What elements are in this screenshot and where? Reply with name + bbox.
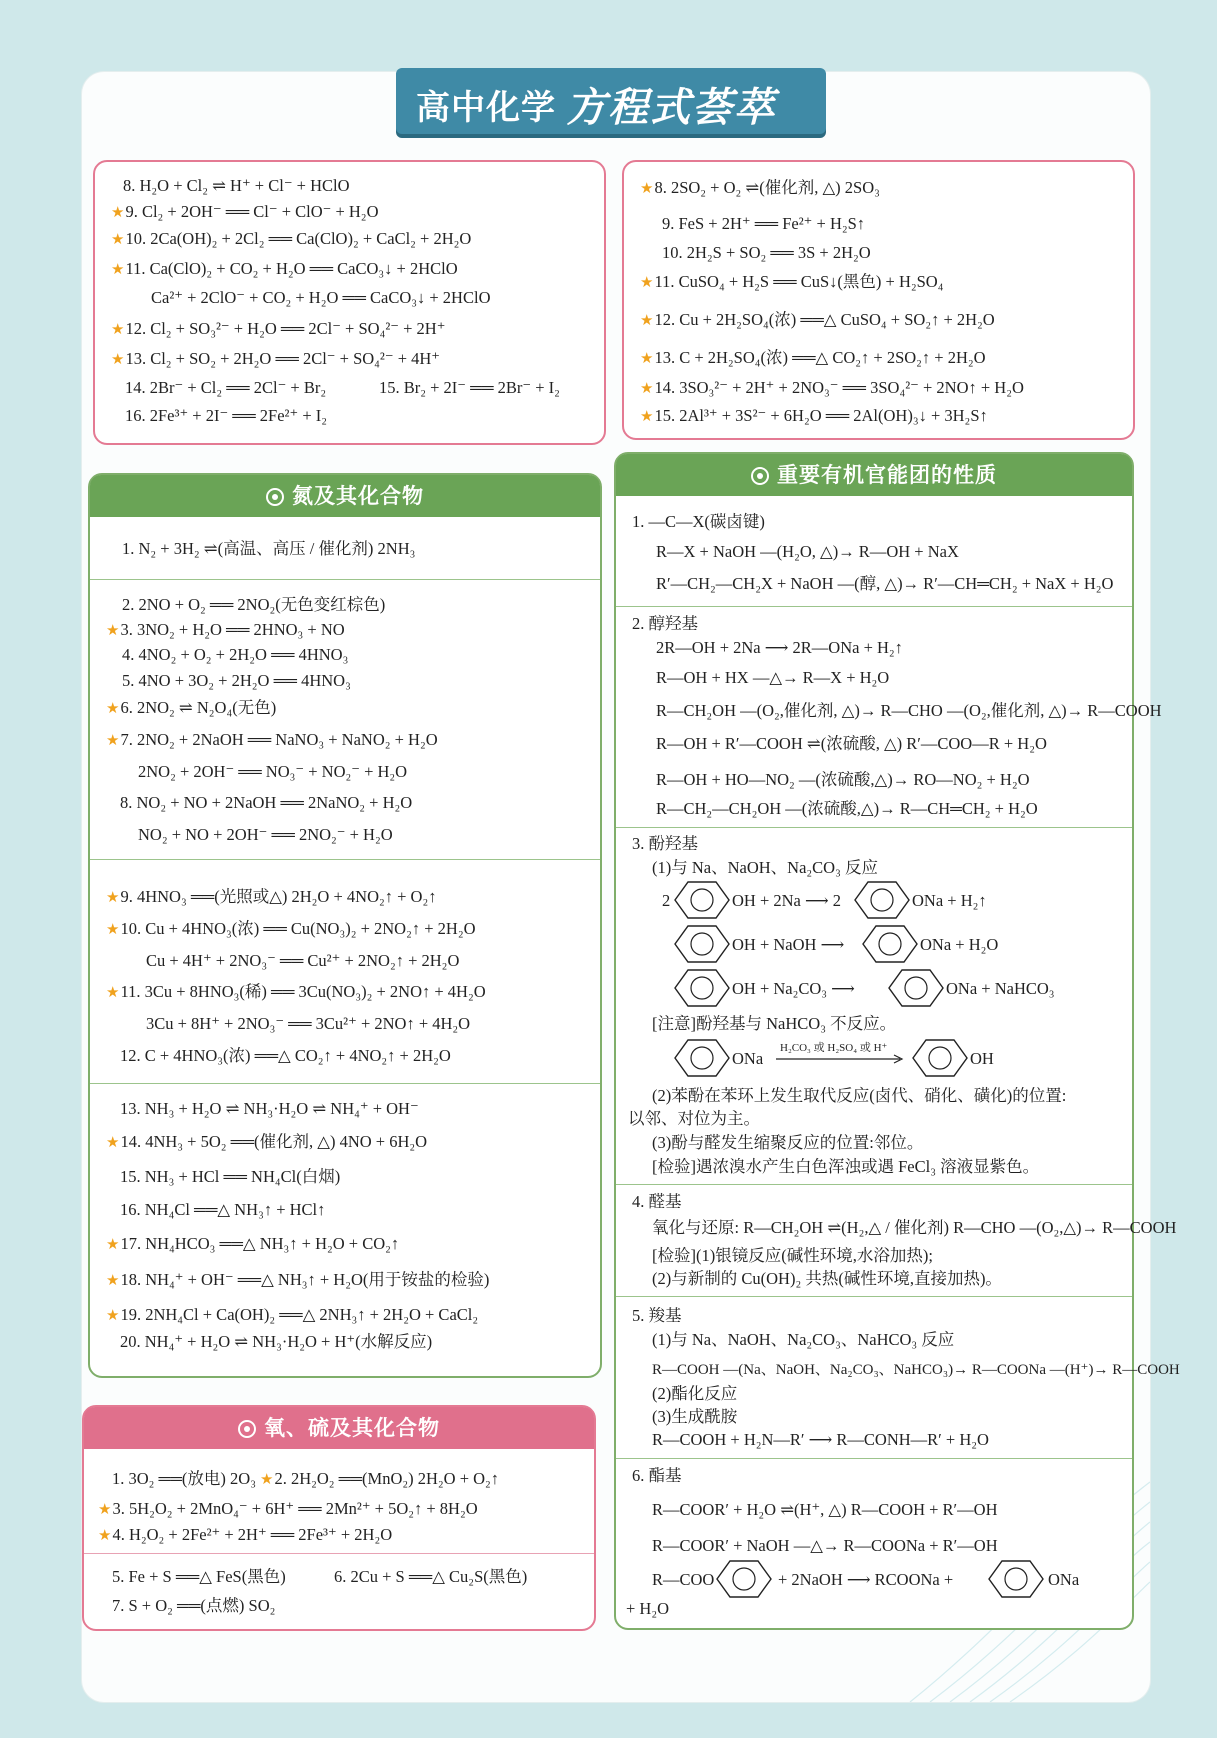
equation-11: ★11. 3Cu + 8HNO₃(稀) ══ 3Cu(NO₃)₂ + 2NO↑ + 4H₂O xyxy=(106,982,486,1001)
oxygen-sulfur-box xyxy=(82,1405,596,1631)
s3-eq-c-right: ONa + NaHCO₃ xyxy=(946,979,1055,998)
star-icon: ★ xyxy=(106,1308,120,1324)
equation-8: 8. NO₂ + NO + 2NaOH ══ 2NaNO₂ + H₂O xyxy=(120,793,413,812)
s5-title: 5. 羧基 xyxy=(632,1306,682,1325)
star-icon: ★ xyxy=(260,1472,274,1488)
s1-eq-a: R—X + NaOH —(H₂O, △)→ R—OH + NaX xyxy=(656,542,959,561)
equation-2: ★2. 2H₂O₂ ══(MnO₂) 2H₂O + O₂↑ xyxy=(260,1469,500,1488)
equation-12: ★12. Cu + 2H₂SO₄(浓) ══△ CuSO₄ + SO₂↑ + 2H₂O xyxy=(640,310,995,329)
s3-eq-d-left: ONa xyxy=(732,1049,764,1068)
equation-10: ★10. 2Ca(OH)₂ + 2Cl₂ ══ Ca(ClO)₂ + CaCl₂ + 2H₂O xyxy=(111,229,472,248)
bullet-icon xyxy=(751,467,769,485)
s6-eq-c-right: ONa xyxy=(1048,1570,1080,1589)
s3-eq-a-right: ONa + H₂↑ xyxy=(912,891,987,910)
s3-item-1: (1)与 Na、NaOH、Na₂CO₃ 反应 xyxy=(652,858,878,877)
star-icon: ★ xyxy=(106,890,120,906)
s3-title: 3. 酚羟基 xyxy=(632,834,698,853)
star-icon: ★ xyxy=(111,262,125,278)
bullet-icon xyxy=(266,488,284,506)
equation-16: 16. 2Fe³⁺ + 2I⁻ ══ 2Fe²⁺ + I₂ xyxy=(125,406,328,425)
equation-7-ionic: 2NO₂ + 2OH⁻ ══ NO₃⁻ + NO₂⁻ + H₂O xyxy=(138,762,408,781)
organic-box xyxy=(614,452,1180,1630)
equation-11: ★11. Ca(ClO)₂ + CO₂ + H₂O ══ CaCO₃↓ + 2HClO xyxy=(111,259,458,278)
equation-14: ★14. 4NH₃ + 5O₂ ══(催化剂, △) 4NO + 6H₂O xyxy=(106,1132,428,1151)
star-icon: ★ xyxy=(106,701,120,717)
s2-eq-f: R—CH₂—CH₂OH —(浓硫酸,△)→ R—CH═CH₂ + H₂O xyxy=(656,799,1038,818)
equation-9: ★9. Cl₂ + 2OH⁻ ══ Cl⁻ + ClO⁻ + H₂O xyxy=(111,202,379,221)
equation-16: 16. NH₄Cl ══△ NH₃↑ + HCl↑ xyxy=(120,1200,326,1219)
equation-5: 5. Fe + S ══△ FeS(黑色) xyxy=(112,1567,286,1586)
benzene-ring-icon xyxy=(674,924,730,964)
s3-eq-d-condition: H₂CO₃ 或 H₂SO₄ 或 H⁺ xyxy=(780,1042,888,1054)
equation-14: 14. 2Br⁻ + Cl₂ ══ 2Cl⁻ + Br₂ xyxy=(125,378,327,397)
s5-item-2: (2)酯化反应 xyxy=(652,1384,738,1403)
equation-12: ★12. Cl₂ + SO₃²⁻ + H₂O ══ 2Cl⁻ + SO₄²⁻ + 2H⁺ xyxy=(111,319,446,338)
section-header: 氮及其化合物 xyxy=(90,475,600,517)
s2-eq-d: R—OH + R′—COOH ⇌(浓硫酸, △) R′—COO—R + H₂O xyxy=(656,734,1047,753)
equation-1: 1. N₂ + 3H₂ ⇌(高温、高压 / 催化剂) 2NH₃ xyxy=(122,539,416,558)
s6-eq-c-mid: + 2NaOH ⟶ RCOONa + xyxy=(778,1570,954,1589)
equation-12: 12. C + 4HNO₃(浓) ══△ CO₂↑ + 4NO₂↑ + 2H₂O xyxy=(120,1046,451,1065)
equation-10: ★10. Cu + 4HNO₃(浓) ══ Cu(NO₃)₂ + 2NO₂↑ + 2H₂O xyxy=(106,919,476,938)
s6-eq-b: R—COOR′ + NaOH —△→ R—COONa + R′—OH xyxy=(652,1536,998,1555)
equation-15: ★15. 2Al³⁺ + 3S²⁻ + 6H₂O ══ 2Al(OH)₃↓ + 3H₂S↑ xyxy=(640,406,988,425)
s5-eq-a: R—COOH —(Na、NaOH、Na₂CO₃、NaHCO₃)→ R—COONa —(H⁺)→ R—COOH xyxy=(652,1362,1180,1378)
equation-19: ★19. 2NH₄Cl + Ca(OH)₂ ══△ 2NH₃↑ + 2H₂O + CaCl₂ xyxy=(106,1305,479,1324)
s3-eq-b-right: ONa + H₂O xyxy=(920,935,999,954)
equation-1: 1. 3O₂ ══(放电) 2O₃ xyxy=(112,1469,256,1488)
chlorine-box xyxy=(93,160,606,445)
benzene-ring-icon xyxy=(862,924,918,964)
equation-5: 5. 4NO + 3O₂ + 2H₂O ══ 4HNO₃ xyxy=(122,671,351,690)
s6-eq-c-left: R—COO xyxy=(652,1570,715,1589)
equation-3: ★3. 3NO₂ + H₂O ══ 2HNO₃ + NO xyxy=(106,620,345,639)
star-icon: ★ xyxy=(640,409,654,425)
sulfur-equations-box xyxy=(622,160,1135,440)
benzene-ring-icon xyxy=(912,1038,968,1078)
equation-9: ★9. 4HNO₃ ══(光照或△) 2H₂O + 4NO₂↑ + O₂↑ xyxy=(106,887,437,906)
s6-title: 6. 酯基 xyxy=(632,1466,682,1485)
s3-eq-d-right: OH xyxy=(970,1049,994,1068)
equation-7: 7. S + O₂ ══(点燃) SO₂ xyxy=(112,1596,276,1615)
star-icon: ★ xyxy=(111,322,125,338)
nitrogen-box xyxy=(88,473,602,1378)
benzene-ring-icon xyxy=(674,968,730,1008)
s4-title: 4. 醛基 xyxy=(632,1192,682,1211)
star-icon: ★ xyxy=(106,1237,120,1253)
equation-7: ★7. 2NO₂ + 2NaOH ══ NaNO₃ + NaNO₂ + H₂O xyxy=(106,730,438,749)
s1-eq-b: R′—CH₂—CH₂X + NaOH —(醇, △)→ R′—CH═CH₂ + NaX + H₂O xyxy=(656,574,1114,593)
s3-eq-a-coef: 2 xyxy=(662,891,671,910)
benzene-ring-icon xyxy=(674,1038,730,1078)
star-icon: ★ xyxy=(106,623,120,639)
s2-eq-e: R—OH + HO—NO₂ —(浓硫酸,△)→ RO—NO₂ + H₂O xyxy=(656,770,1030,789)
s4-eq-a: 氧化与还原: R—CH₂OH ⇌(H₂,△ / 催化剂) R—CHO —(O₂,△)→ R—COOH xyxy=(652,1218,1177,1237)
benzene-ring-icon xyxy=(888,968,944,1008)
title-part2: 方程式荟萃 xyxy=(566,85,776,131)
bullet-icon xyxy=(238,1420,256,1438)
equation-15: 15. Br₂ + 2I⁻ ══ 2Br⁻ + I₂ xyxy=(379,378,560,397)
s1-title: 1. —C—X(碳卤键) xyxy=(632,512,765,531)
star-icon: ★ xyxy=(640,275,654,291)
star-icon: ★ xyxy=(111,352,125,368)
equation-6: ★6. 2NO₂ ⇌ N₂O₄(无色) xyxy=(106,698,277,717)
equation-10: 10. 2H₂S + SO₂ ══ 3S + 2H₂O xyxy=(662,243,871,262)
s2-eq-b: R—OH + HX —△→ R—X + H₂O xyxy=(656,668,890,687)
equation-8: 8. H₂O + Cl₂ ⇌ H⁺ + Cl⁻ + HClO xyxy=(123,176,350,195)
s3-item-3: (3)酚与醛发生缩聚反应的位置:邻位。 xyxy=(652,1133,924,1152)
star-icon: ★ xyxy=(106,1135,120,1151)
equation-20: 20. NH₄⁺ + H₂O ⇌ NH₃·H₂O + H⁺(水解反应) xyxy=(120,1332,433,1351)
star-icon: ★ xyxy=(106,985,120,1001)
s2-eq-c: R—CH₂OH —(O₂,催化剂, △)→ R—CHO —(O₂,催化剂, △)→ R—COOH xyxy=(656,701,1162,720)
equation-2: 2. 2NO + O₂ ══ 2NO₂(无色变红棕色) xyxy=(122,595,386,614)
equation-15: 15. NH₃ + HCl ══ NH₄Cl(白烟) xyxy=(120,1167,341,1186)
benzene-ring-icon xyxy=(854,880,910,920)
s3-note: [注意]酚羟基与 NaHCO₃ 不反应。 xyxy=(652,1014,897,1033)
s2-title: 2. 醇羟基 xyxy=(632,614,698,633)
equation-14: ★14. 3SO₃²⁻ + 2H⁺ + 2NO₃⁻ ══ 3SO₄²⁻ + 2NO↑ + H₂O xyxy=(640,378,1024,397)
equation-3: ★3. 5H₂O₂ + 2MnO₄⁻ + 6H⁺ ══ 2Mn²⁺ + 5O₂↑ + 8H₂O xyxy=(98,1499,478,1518)
benzene-ring-icon xyxy=(674,880,730,920)
star-icon: ★ xyxy=(98,1502,112,1518)
benzene-ring-icon xyxy=(716,1559,772,1599)
reaction-arrow-icon xyxy=(776,1054,906,1064)
star-icon: ★ xyxy=(640,181,654,197)
star-icon: ★ xyxy=(640,313,654,329)
equation-4: ★4. H₂O₂ + 2Fe²⁺ + 2H⁺ ══ 2Fe³⁺ + 2H₂O xyxy=(98,1525,393,1544)
s5-item-3: (3)生成酰胺 xyxy=(652,1407,738,1426)
star-icon: ★ xyxy=(106,922,120,938)
equation-4: 4. 4NO₂ + O₂ + 2H₂O ══ 4HNO₃ xyxy=(122,645,349,664)
s2-eq-a: 2R—OH + 2Na ⟶ 2R—ONa + H₂↑ xyxy=(656,638,903,657)
equation-13: 13. NH₃ + H₂O ⇌ NH₃·H₂O ⇌ NH₄⁺ + OH⁻ xyxy=(120,1099,419,1118)
s3-eq-b-mid: OH + NaOH ⟶ xyxy=(732,935,845,954)
s3-item-2-cont: 以邻、对位为主。 xyxy=(628,1109,760,1128)
star-icon: ★ xyxy=(98,1528,112,1544)
section-header: 重要有机官能团的性质 xyxy=(616,454,1132,496)
equation-8-ionic: NO₂ + NO + 2OH⁻ ══ 2NO₂⁻ + H₂O xyxy=(138,825,393,844)
equation-11-ionic: 3Cu + 8H⁺ + 2NO₃⁻ ══ 3Cu²⁺ + 2NO↑ + 4H₂O xyxy=(146,1014,471,1033)
section-header: 氧、硫及其化合物 xyxy=(84,1407,594,1449)
star-icon: ★ xyxy=(111,205,125,221)
s5-item-1: (1)与 Na、NaOH、Na₂CO₃、NaHCO₃ 反应 xyxy=(652,1330,955,1349)
equation-13: ★13. C + 2H₂SO₄(浓) ══△ CO₂↑ + 2SO₂↑ + 2H₂O xyxy=(640,348,986,367)
s4-check-1: [检验](1)银镜反应(碱性环境,水浴加热); xyxy=(652,1246,933,1265)
equation-17: ★17. NH₄HCO₃ ══△ NH₃↑ + H₂O + CO₂↑ xyxy=(106,1234,400,1253)
equation-10-ionic: Cu + 4H⁺ + 2NO₃⁻ ══ Cu²⁺ + 2NO₂↑ + 2H₂O xyxy=(146,951,460,970)
s3-eq-a-mid: OH + 2Na ⟶ 2 xyxy=(732,891,842,910)
equation-8: ★8. 2SO₂ + O₂ ⇌(催化剂, △) 2SO₃ xyxy=(640,178,880,197)
equation-11: ★11. CuSO₄ + H₂S ══ CuS↓(黑色) + H₂SO₄ xyxy=(640,272,944,291)
s3-item-2: (2)苯酚在苯环上发生取代反应(卤代、硝化、磺化)的位置: xyxy=(652,1086,1067,1105)
star-icon: ★ xyxy=(640,381,654,397)
star-icon: ★ xyxy=(111,232,125,248)
s3-check: [检验]遇浓溴水产生白色浑浊或遇 FeCl₃ 溶液显紫色。 xyxy=(652,1157,1040,1176)
title-part1: 高中化学 xyxy=(416,88,556,128)
s6-eq-a: R—COOR′ + H₂O ⇌(H⁺, △) R—COOH + R′—OH xyxy=(652,1500,998,1519)
title-banner xyxy=(396,68,826,134)
star-icon: ★ xyxy=(106,733,120,749)
equation-18: ★18. NH₄⁺ + OH⁻ ══△ NH₃↑ + H₂O(用于铵盐的检验) xyxy=(106,1270,490,1289)
star-icon: ★ xyxy=(640,351,654,367)
equation-11-ionic: Ca²⁺ + 2ClO⁻ + CO₂ + H₂O ══ CaCO₃↓ + 2HClO xyxy=(151,288,491,307)
equation-9: 9. FeS + 2H⁺ ══ Fe²⁺ + H₂S↑ xyxy=(662,214,866,233)
s6-eq-c-end: + H₂O xyxy=(626,1599,670,1618)
equation-6: 6. 2Cu + S ══△ Cu₂S(黑色) xyxy=(334,1567,528,1586)
equation-13: ★13. Cl₂ + SO₂ + 2H₂O ══ 2Cl⁻ + SO₄²⁻ + 4H⁺ xyxy=(111,349,441,368)
s5-eq-b: R—COOH + H₂N—R′ ⟶ R—CONH—R′ + H₂O xyxy=(652,1430,989,1449)
benzene-ring-icon xyxy=(988,1559,1044,1599)
star-icon: ★ xyxy=(106,1273,120,1289)
s4-check-2: (2)与新制的 Cu(OH)₂ 共热(碱性环境,直接加热)。 xyxy=(652,1269,1002,1288)
s3-eq-c-mid: OH + Na₂CO₃ ⟶ xyxy=(732,979,855,998)
